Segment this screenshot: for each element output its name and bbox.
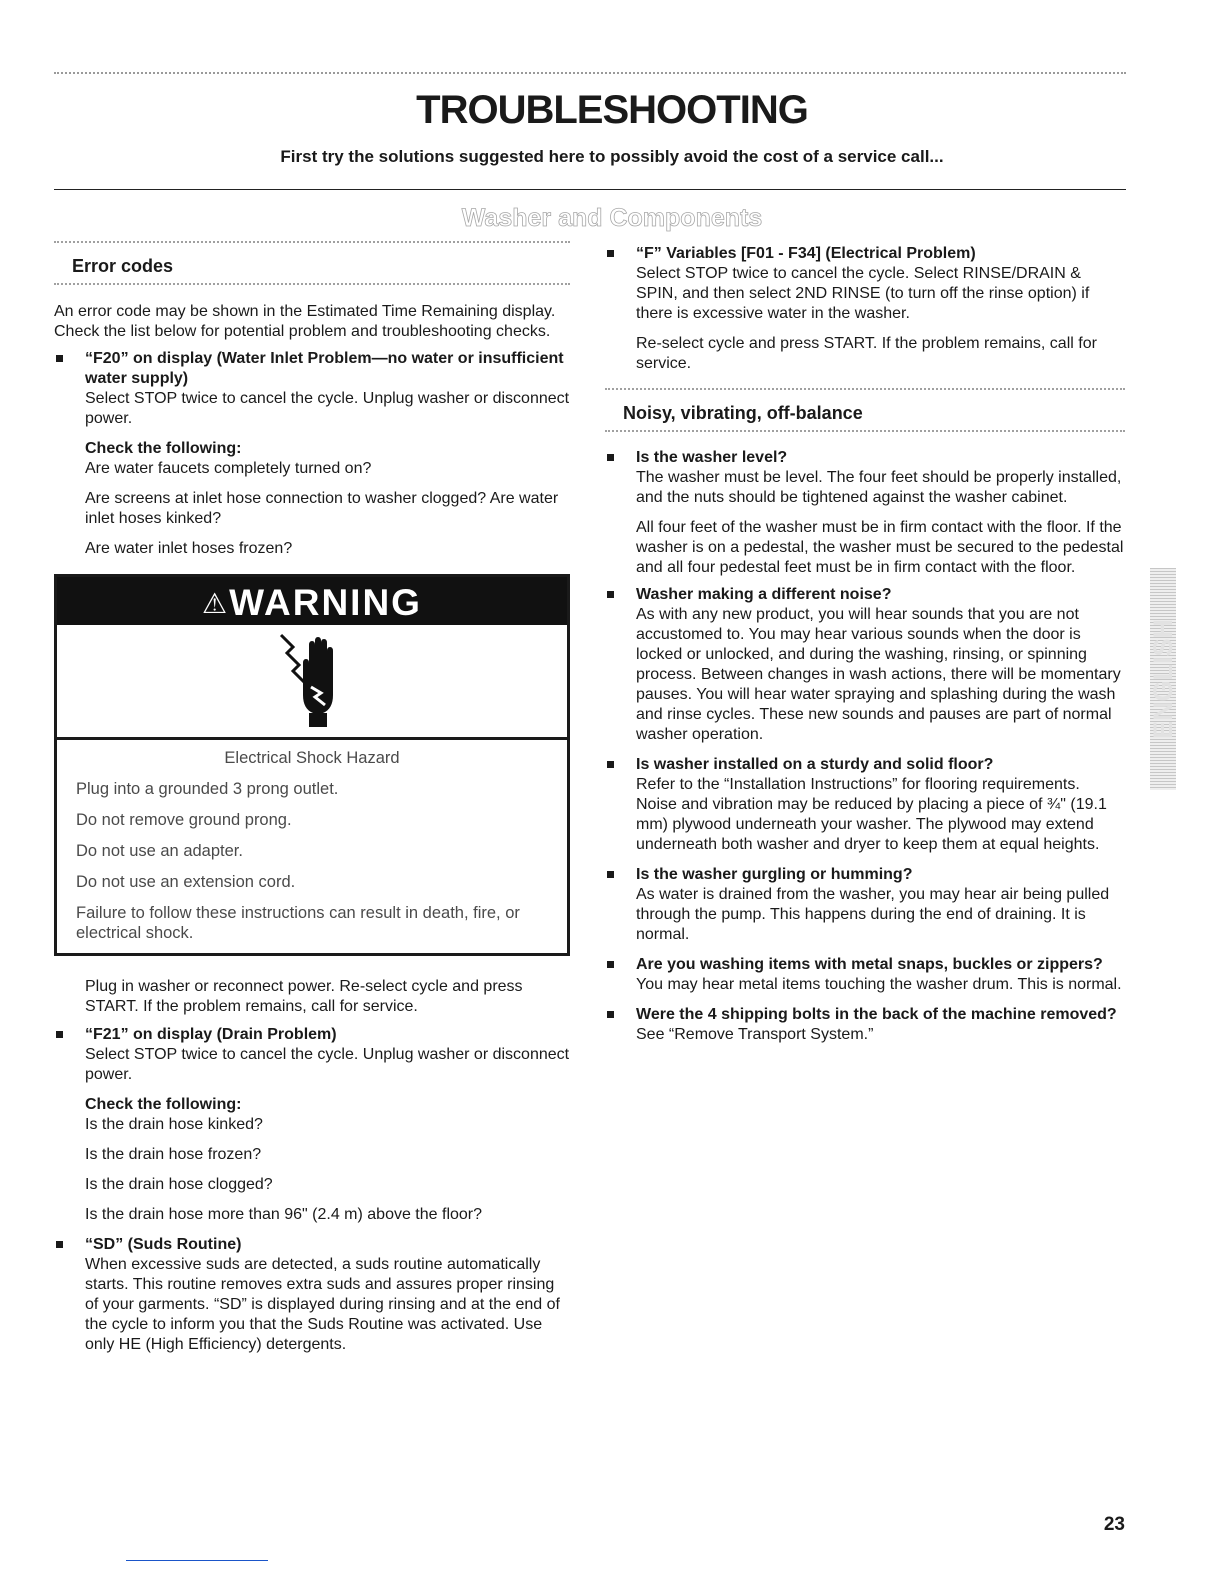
bullet-icon xyxy=(607,961,614,968)
floor-title: Is washer installed on a sturdy and solid floor? xyxy=(636,756,994,773)
noise-title: Washer making a different noise? xyxy=(636,586,892,603)
bullet-icon xyxy=(607,250,614,257)
f21-check-1: Is the drain hose kinked? xyxy=(85,1116,263,1133)
bullet-icon xyxy=(56,1031,63,1038)
warning-line-1: Plug into a grounded 3 prong outlet. xyxy=(76,780,339,798)
f-variables-title: “F” Variables [F01 - F34] (Electrical Problem) xyxy=(636,245,976,262)
metal-item xyxy=(605,955,1125,995)
warning-line-5: Failure to follow these instructions can result in death, fire, or electrical shock. xyxy=(76,904,520,942)
f20-item xyxy=(54,349,570,559)
noise-text: As with any new product, you will hear sounds that you are not accustomed to. You may hear various sounds when the door is locked or unlocked, and during the washing, rinsing, or spinning process. Between changes in wash actions, there will be momentary pauses. You will hear water spraying and splashing during the wash and rinse cycles. These new sounds and pauses are part of normal washer operation. xyxy=(636,606,1121,743)
warning-text xyxy=(57,740,567,953)
warning-triangle-icon: ⚠ xyxy=(202,588,230,619)
noisy-heading: Noisy, vibrating, off-balance xyxy=(605,388,1125,432)
warning-hazard-title: Electrical Shock Hazard xyxy=(224,749,400,767)
bullet-icon xyxy=(607,761,614,768)
title-rule xyxy=(54,189,1126,190)
bullet-icon xyxy=(607,871,614,878)
level-title: Is the washer level? xyxy=(636,449,788,466)
error-codes-intro: An error code may be shown in the Estimated Time Remaining display. Check the list below for potential problem and troubleshooting checks. xyxy=(54,303,556,340)
page-title: TROUBLESHOOTING xyxy=(416,88,808,132)
f20-check-label: Check the following: xyxy=(85,440,242,457)
warning-line-2: Do not remove ground prong. xyxy=(76,811,292,829)
page-number: 23 xyxy=(1103,1514,1125,1535)
language-side-tab-label: ENGLISH xyxy=(1148,619,1178,740)
noise-item xyxy=(605,585,1125,745)
bullet-icon xyxy=(607,591,614,598)
f20-check-1: Are water faucets completely turned on? xyxy=(85,460,372,477)
warning-box xyxy=(54,574,570,956)
top-dotted-rule xyxy=(54,72,1126,74)
f20-text: Select STOP twice to cancel the cycle. Unplug washer or disconnect power. xyxy=(85,390,570,427)
metal-title: Are you washing items with metal snaps, buckles or zippers? xyxy=(636,956,1103,973)
bullet-icon xyxy=(56,355,63,362)
floor-text: Refer to the “Installation Instructions” for flooring requirements. Noise and vibration may be reduced by placing a piece of ¾" (19.1 mm) plywood underneath your washer. The plywood may extend underneath both washer and dryer to keep them at equal heights. xyxy=(636,776,1107,853)
bullet-icon xyxy=(56,1241,63,1248)
language-side-tab xyxy=(1150,568,1176,790)
f21-title: “F21” on display (Drain Problem) xyxy=(85,1026,337,1043)
page-subtitle: First try the solutions suggested here to possibly avoid the cost of a service call... xyxy=(280,147,944,166)
bullet-icon xyxy=(607,1011,614,1018)
bolts-title: Were the 4 shipping bolts in the back of the machine removed? xyxy=(636,1006,1117,1023)
sd-title: “SD” (Suds Routine) xyxy=(85,1236,242,1253)
metal-text: You may hear metal items touching the washer drum. This is normal. xyxy=(636,976,1122,993)
f21-check-4: Is the drain hose more than 96" (2.4 m) above the floor? xyxy=(85,1206,483,1223)
warning-banner-label: WARNING xyxy=(229,582,422,623)
f20-check-3: Are water inlet hoses frozen? xyxy=(85,540,293,557)
level-item xyxy=(605,448,1125,578)
f20-title: “F20” on display (Water Inlet Problem—no water or insufficient water supply) xyxy=(85,350,564,387)
warning-line-3: Do not use an adapter. xyxy=(76,842,243,860)
bolts-text: See “Remove Transport System.” xyxy=(636,1026,874,1043)
f-variables-item xyxy=(605,244,1125,374)
error-codes-heading: Error codes xyxy=(54,241,570,285)
gurgling-title: Is the washer gurgling or humming? xyxy=(636,866,913,883)
f-variables-text-2: Re-select cycle and press START. If the problem remains, call for service. xyxy=(636,335,1097,372)
electric-shock-hand-icon xyxy=(279,633,349,731)
sd-item xyxy=(54,1235,570,1355)
floor-item xyxy=(605,755,1125,855)
after-warning-text: Plug in washer or reconnect power. Re-select cycle and press START. If the problem remains, call for service. xyxy=(85,978,523,1015)
warning-icon-area xyxy=(57,625,567,740)
gurgling-item xyxy=(605,865,1125,945)
f21-check-label: Check the following: xyxy=(85,1096,242,1113)
f-variables-text: Select STOP twice to cancel the cycle. Select RINSE/DRAIN & SPIN, and then select 2ND RINSE (to turn off the rinse option) if there is excessive water in the washer. xyxy=(636,265,1090,322)
f21-check-2: Is the drain hose frozen? xyxy=(85,1146,262,1163)
f21-check-3: Is the drain hose clogged? xyxy=(85,1176,273,1193)
bullet-icon xyxy=(607,454,614,461)
level-text-2: All four feet of the washer must be in firm contact with the floor. If the washer is on a pedestal, the washer must be secured to the pedestal and all four pedestal feet must be in firm contact with the floor. xyxy=(636,519,1124,576)
gurgling-text: As water is drained from the washer, you may hear air being pulled through the pump. This happens during the end of draining. It is normal. xyxy=(636,886,1110,943)
right-column xyxy=(605,244,1125,1045)
f20-check-2: Are screens at inlet hose connection to washer clogged? Are water inlet hoses kinked? xyxy=(85,490,559,527)
f21-text: Select STOP twice to cancel the cycle. Unplug washer or disconnect power. xyxy=(85,1046,570,1083)
sd-text: When excessive suds are detected, a suds routine automatically starts. This routine removes extra suds and assures proper rinsing of your garments. “SD” is displayed during rinsing and at the end of the cycle to inform you that the Suds Routine was activated. Use only HE (High Efficiency) detergents. xyxy=(85,1256,560,1353)
footer-link-line xyxy=(126,1560,268,1561)
bolts-item xyxy=(605,1005,1125,1045)
left-column xyxy=(54,241,570,1355)
section-title: Washer and Components xyxy=(461,204,763,232)
level-text: The washer must be level. The four feet should be properly installed, and the nuts should be tightened against the washer cabinet. xyxy=(636,469,1122,506)
f21-item xyxy=(54,1025,570,1225)
warning-line-4: Do not use an extension cord. xyxy=(76,873,296,891)
warning-banner xyxy=(57,577,567,625)
